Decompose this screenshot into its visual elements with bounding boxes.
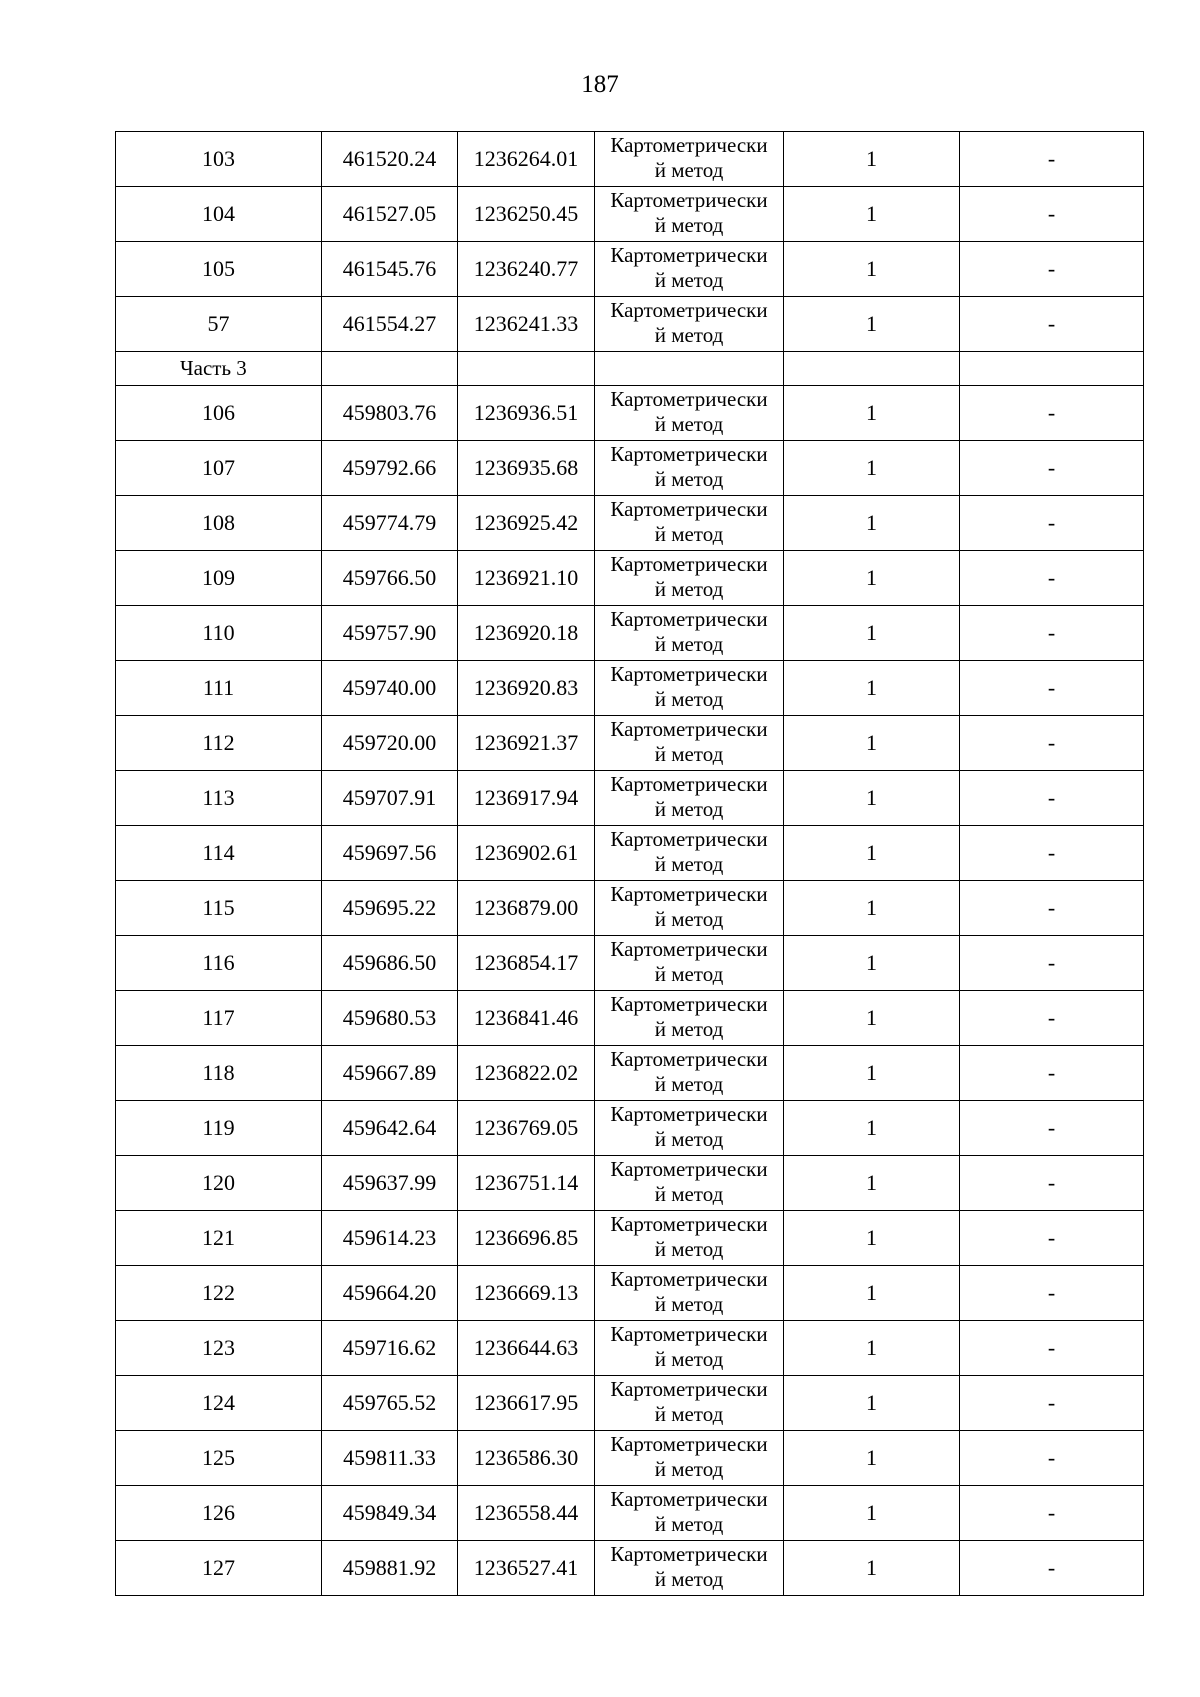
x-coordinate-cell: 461527.05 <box>322 187 458 242</box>
y-coordinate-cell: 1236879.00 <box>458 881 595 936</box>
accuracy-cell: 1 <box>784 1156 960 1211</box>
y-coordinate-cell: 1236751.14 <box>458 1156 595 1211</box>
y-coordinate-cell: 1236250.45 <box>458 187 595 242</box>
accuracy-cell: 1 <box>784 716 960 771</box>
section-empty-cell <box>784 352 960 386</box>
method-cell: Картометрически й метод <box>595 991 784 1046</box>
point-number-cell: 109 <box>116 551 322 606</box>
accuracy-cell: 1 <box>784 297 960 352</box>
point-number-cell: 57 <box>116 297 322 352</box>
point-number-cell: 123 <box>116 1321 322 1376</box>
accuracy-cell: 1 <box>784 441 960 496</box>
x-coordinate-cell: 459716.62 <box>322 1321 458 1376</box>
accuracy-cell: 1 <box>784 1046 960 1101</box>
table-row <box>116 187 1144 242</box>
accuracy-cell: 1 <box>784 771 960 826</box>
note-cell: - <box>960 297 1144 352</box>
x-coordinate-cell: 459774.79 <box>322 496 458 551</box>
point-number-cell: 119 <box>116 1101 322 1156</box>
x-coordinate-cell: 459614.23 <box>322 1211 458 1266</box>
method-cell: Картометрически й метод <box>595 1211 784 1266</box>
y-coordinate-cell: 1236240.77 <box>458 242 595 297</box>
point-number-cell: 117 <box>116 991 322 1046</box>
accuracy-cell: 1 <box>784 661 960 716</box>
x-coordinate-cell: 459680.53 <box>322 991 458 1046</box>
x-coordinate-cell: 459792.66 <box>322 441 458 496</box>
method-cell: Картометрически й метод <box>595 1541 784 1596</box>
method-cell: Картометрически й метод <box>595 1046 784 1101</box>
y-coordinate-cell: 1236822.02 <box>458 1046 595 1101</box>
method-cell: Картометрически й метод <box>595 826 784 881</box>
method-cell: Картометрически й метод <box>595 1431 784 1486</box>
table-row <box>116 771 1144 826</box>
note-cell: - <box>960 1156 1144 1211</box>
accuracy-cell: 1 <box>784 551 960 606</box>
method-cell: Картометрически й метод <box>595 771 784 826</box>
note-cell: - <box>960 881 1144 936</box>
x-coordinate-cell: 459720.00 <box>322 716 458 771</box>
table-row <box>116 1211 1144 1266</box>
point-number-cell: 121 <box>116 1211 322 1266</box>
accuracy-cell: 1 <box>784 496 960 551</box>
accuracy-cell: 1 <box>784 1541 960 1596</box>
method-cell: Картометрически й метод <box>595 551 784 606</box>
accuracy-cell: 1 <box>784 1266 960 1321</box>
x-coordinate-cell: 459881.92 <box>322 1541 458 1596</box>
point-number-cell: 108 <box>116 496 322 551</box>
x-coordinate-cell: 459766.50 <box>322 551 458 606</box>
y-coordinate-cell: 1236644.63 <box>458 1321 595 1376</box>
y-coordinate-cell: 1236920.18 <box>458 606 595 661</box>
x-coordinate-cell: 459757.90 <box>322 606 458 661</box>
x-coordinate-cell: 459667.89 <box>322 1046 458 1101</box>
table-row <box>116 551 1144 606</box>
section-empty-cell <box>595 352 784 386</box>
table-row <box>116 661 1144 716</box>
point-number-cell: 107 <box>116 441 322 496</box>
note-cell: - <box>960 386 1144 441</box>
point-number-cell: 103 <box>116 132 322 187</box>
x-coordinate-cell: 459686.50 <box>322 936 458 991</box>
point-number-cell: 111 <box>116 661 322 716</box>
note-cell: - <box>960 242 1144 297</box>
table-row <box>116 1431 1144 1486</box>
x-coordinate-cell: 459637.99 <box>322 1156 458 1211</box>
table-row <box>116 132 1144 187</box>
method-cell: Картометрически й метод <box>595 297 784 352</box>
note-cell: - <box>960 1431 1144 1486</box>
point-number-cell: 114 <box>116 826 322 881</box>
point-number-cell: 105 <box>116 242 322 297</box>
note-cell: - <box>960 606 1144 661</box>
table-row <box>116 1156 1144 1211</box>
y-coordinate-cell: 1236586.30 <box>458 1431 595 1486</box>
table-row <box>116 1046 1144 1101</box>
y-coordinate-cell: 1236769.05 <box>458 1101 595 1156</box>
table-row <box>116 386 1144 441</box>
x-coordinate-cell: 461545.76 <box>322 242 458 297</box>
table-row <box>116 606 1144 661</box>
y-coordinate-cell: 1236527.41 <box>458 1541 595 1596</box>
y-coordinate-cell: 1236935.68 <box>458 441 595 496</box>
note-cell: - <box>960 132 1144 187</box>
accuracy-cell: 1 <box>784 132 960 187</box>
table-row <box>116 936 1144 991</box>
method-cell: Картометрически й метод <box>595 496 784 551</box>
point-number-cell: 106 <box>116 386 322 441</box>
table-row <box>116 1321 1144 1376</box>
y-coordinate-cell: 1236921.37 <box>458 716 595 771</box>
section-empty-cell <box>458 352 595 386</box>
x-coordinate-cell: 459765.52 <box>322 1376 458 1431</box>
accuracy-cell: 1 <box>784 1486 960 1541</box>
y-coordinate-cell: 1236841.46 <box>458 991 595 1046</box>
x-coordinate-cell: 459707.91 <box>322 771 458 826</box>
table-body-before-section <box>116 132 1144 352</box>
note-cell: - <box>960 1486 1144 1541</box>
x-coordinate-cell: 459664.20 <box>322 1266 458 1321</box>
accuracy-cell: 1 <box>784 881 960 936</box>
accuracy-cell: 1 <box>784 1431 960 1486</box>
y-coordinate-cell: 1236854.17 <box>458 936 595 991</box>
method-cell: Картометрически й метод <box>595 441 784 496</box>
note-cell: - <box>960 771 1144 826</box>
table-row <box>116 1376 1144 1431</box>
x-coordinate-cell: 459811.33 <box>322 1431 458 1486</box>
method-cell: Картометрически й метод <box>595 1101 784 1156</box>
note-cell: - <box>960 441 1144 496</box>
accuracy-cell: 1 <box>784 187 960 242</box>
x-coordinate-cell: 459849.34 <box>322 1486 458 1541</box>
y-coordinate-cell: 1236921.10 <box>458 551 595 606</box>
point-number-cell: 115 <box>116 881 322 936</box>
note-cell: - <box>960 1046 1144 1101</box>
point-number-cell: 122 <box>116 1266 322 1321</box>
point-number-cell: 110 <box>116 606 322 661</box>
x-coordinate-cell: 461520.24 <box>322 132 458 187</box>
method-cell: Картометрически й метод <box>595 1376 784 1431</box>
note-cell: - <box>960 1541 1144 1596</box>
y-coordinate-cell: 1236902.61 <box>458 826 595 881</box>
y-coordinate-cell: 1236264.01 <box>458 132 595 187</box>
y-coordinate-cell: 1236617.95 <box>458 1376 595 1431</box>
x-coordinate-cell: 459642.64 <box>322 1101 458 1156</box>
point-number-cell: 112 <box>116 716 322 771</box>
table-row <box>116 1541 1144 1596</box>
note-cell: - <box>960 551 1144 606</box>
method-cell: Картометрически й метод <box>595 606 784 661</box>
point-number-cell: 104 <box>116 187 322 242</box>
x-coordinate-cell: 459697.56 <box>322 826 458 881</box>
table-row <box>116 1486 1144 1541</box>
method-cell: Картометрически й метод <box>595 1486 784 1541</box>
method-cell: Картометрически й метод <box>595 187 784 242</box>
point-number-cell: 124 <box>116 1376 322 1431</box>
point-number-cell: 125 <box>116 1431 322 1486</box>
y-coordinate-cell: 1236917.94 <box>458 771 595 826</box>
section-label: Часть 3 <box>116 352 322 386</box>
table-row <box>116 1266 1144 1321</box>
accuracy-cell: 1 <box>784 1101 960 1156</box>
method-cell: Картометрически й метод <box>595 1156 784 1211</box>
table-row <box>116 826 1144 881</box>
note-cell: - <box>960 1321 1144 1376</box>
section-empty-cell <box>322 352 458 386</box>
y-coordinate-cell: 1236669.13 <box>458 1266 595 1321</box>
table-row <box>116 496 1144 551</box>
accuracy-cell: 1 <box>784 1321 960 1376</box>
point-number-cell: 118 <box>116 1046 322 1101</box>
note-cell: - <box>960 936 1144 991</box>
y-coordinate-cell: 1236925.42 <box>458 496 595 551</box>
note-cell: - <box>960 1266 1144 1321</box>
x-coordinate-cell: 461554.27 <box>322 297 458 352</box>
table-row <box>116 242 1144 297</box>
x-coordinate-cell: 459695.22 <box>322 881 458 936</box>
accuracy-cell: 1 <box>784 936 960 991</box>
point-number-cell: 127 <box>116 1541 322 1596</box>
method-cell: Картометрически й метод <box>595 386 784 441</box>
accuracy-cell: 1 <box>784 386 960 441</box>
method-cell: Картометрически й метод <box>595 242 784 297</box>
note-cell: - <box>960 187 1144 242</box>
section-row <box>116 352 1144 386</box>
method-cell: Картометрически й метод <box>595 1266 784 1321</box>
note-cell: - <box>960 991 1144 1046</box>
method-cell: Картометрически й метод <box>595 881 784 936</box>
note-cell: - <box>960 496 1144 551</box>
page-number: 187 <box>581 71 619 98</box>
accuracy-cell: 1 <box>784 1211 960 1266</box>
table-section-part-3 <box>116 352 1144 386</box>
y-coordinate-cell: 1236241.33 <box>458 297 595 352</box>
note-cell: - <box>960 661 1144 716</box>
accuracy-cell: 1 <box>784 242 960 297</box>
coordinates-table <box>115 131 1144 1596</box>
point-number-cell: 116 <box>116 936 322 991</box>
point-number-cell: 126 <box>116 1486 322 1541</box>
y-coordinate-cell: 1236920.83 <box>458 661 595 716</box>
point-number-cell: 120 <box>116 1156 322 1211</box>
x-coordinate-cell: 459740.00 <box>322 661 458 716</box>
y-coordinate-cell: 1236696.85 <box>458 1211 595 1266</box>
method-cell: Картометрически й метод <box>595 1321 784 1376</box>
note-cell: - <box>960 1376 1144 1431</box>
table-row <box>116 1101 1144 1156</box>
table-row <box>116 297 1144 352</box>
method-cell: Картометрически й метод <box>595 716 784 771</box>
table-row <box>116 716 1144 771</box>
table-row <box>116 441 1144 496</box>
section-empty-cell <box>960 352 1144 386</box>
note-cell: - <box>960 826 1144 881</box>
method-cell: Картометрически й метод <box>595 936 784 991</box>
accuracy-cell: 1 <box>784 606 960 661</box>
note-cell: - <box>960 1211 1144 1266</box>
point-number-cell: 113 <box>116 771 322 826</box>
table-row <box>116 881 1144 936</box>
accuracy-cell: 1 <box>784 1376 960 1431</box>
method-cell: Картометрически й метод <box>595 661 784 716</box>
table-body-after-section <box>116 386 1144 1596</box>
note-cell: - <box>960 1101 1144 1156</box>
method-cell: Картометрически й метод <box>595 132 784 187</box>
accuracy-cell: 1 <box>784 826 960 881</box>
accuracy-cell: 1 <box>784 991 960 1046</box>
y-coordinate-cell: 1236558.44 <box>458 1486 595 1541</box>
x-coordinate-cell: 459803.76 <box>322 386 458 441</box>
table-row <box>116 991 1144 1046</box>
y-coordinate-cell: 1236936.51 <box>458 386 595 441</box>
note-cell: - <box>960 716 1144 771</box>
